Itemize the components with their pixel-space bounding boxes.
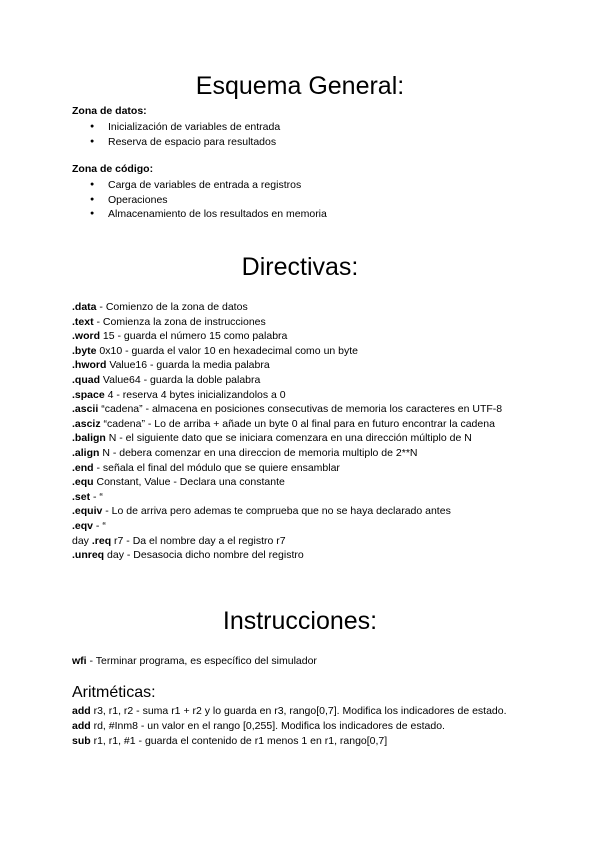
list-item: ● Operaciones xyxy=(90,193,327,208)
directive-line: day .req r7 - Da el nombre day a el registro r7 xyxy=(72,534,286,547)
zona-codigo-label: Zona de código: xyxy=(72,163,154,175)
directive-keyword: .end xyxy=(72,461,94,474)
directive-keyword: .equiv xyxy=(72,505,103,518)
directive-line: .align N - debera comenzar en una direccion de memoria multiplo de 2**N xyxy=(72,446,418,459)
directive-line: .equ Constant, Value - Declara una constante xyxy=(72,476,285,489)
directive-keyword: .asciz xyxy=(72,417,101,430)
esquema-general-heading: Esquema General: xyxy=(195,72,405,100)
directive-keyword: .eqv xyxy=(72,519,94,532)
directive-line: .balign N - el siguiente dato que se iniciara comenzara en una dirección múltiplo de N xyxy=(72,432,472,445)
directivas-list xyxy=(72,300,552,563)
directive-line: .end - señala el final del módulo que se quiere ensamblar xyxy=(72,461,340,474)
directive-line: .asciz “cadena” - Lo de arriba + añade un byte 0 al final para en futuro encontrar la cadena xyxy=(72,417,495,430)
instruction-keyword: wfi xyxy=(72,655,87,667)
directive-line: .ascii “cadena” - almacena en posiciones consecutivas de memoria los caracteres en UTF-8 xyxy=(72,403,503,416)
wfi-line: wfi - Terminar programa, es específico del simulador xyxy=(72,655,317,667)
directive-line: .unreq day - Desasocia dicho nombre del registro xyxy=(72,549,304,562)
instruction-line: add rd, #Inm8 - un valor en el rango [0,255]. Modifica los indicadores de estado. xyxy=(72,720,445,732)
instruction-keyword: add xyxy=(72,720,91,732)
zona-datos-label: Zona de datos: xyxy=(72,105,147,117)
directive-keyword: .byte xyxy=(72,344,97,357)
directive-keyword: .space xyxy=(72,388,105,401)
directive-line: .text - Comienza la zona de instrucciones xyxy=(72,315,266,328)
directive-keyword: .align xyxy=(72,446,100,459)
directive-keyword: .ascii xyxy=(72,403,99,416)
aritmeticas-heading: Aritméticas: xyxy=(72,684,156,701)
zona-datos-list xyxy=(90,120,280,149)
instruction-keyword: sub xyxy=(72,735,91,747)
directive-line: .byte 0x10 - guarda el valor 10 en hexadecimal como un byte xyxy=(72,344,359,357)
directive-keyword: .word xyxy=(72,330,100,343)
directive-keyword: .set xyxy=(72,490,91,503)
directive-keyword: .balign xyxy=(72,432,106,445)
directive-keyword: .text xyxy=(72,315,94,328)
list-item: ● Carga de variables de entrada a registros xyxy=(90,178,327,193)
instruction-line: sub r1, r1, #1 - guarda el contenido de r1 menos 1 en r1, rango[0,7] xyxy=(72,735,388,747)
directive-keyword: .req xyxy=(91,534,112,547)
list-item: ● Inicialización de variables de entrada xyxy=(90,120,280,135)
aritmeticas-list xyxy=(72,704,512,749)
list-item: ● Almacenamiento de los resultados en memoria xyxy=(90,207,327,222)
instruction-keyword: add xyxy=(72,705,91,717)
directive-line: .eqv - “ xyxy=(72,519,106,532)
instrucciones-heading: Instrucciones: xyxy=(222,607,378,635)
list-item: ● Reserva de espacio para resultados xyxy=(90,135,280,150)
directive-line: .set - “ xyxy=(72,490,103,503)
directive-keyword: .hword xyxy=(72,359,107,372)
directive-keyword: .unreq xyxy=(72,549,105,562)
directive-keyword: .quad xyxy=(72,373,100,386)
directive-line: .quad Value64 - guarda la doble palabra xyxy=(72,373,261,386)
zona-codigo-list xyxy=(90,178,327,222)
directive-line: .data - Comienzo de la zona de datos xyxy=(72,301,248,313)
directive-line: .hword Value16 - guarda la media palabra xyxy=(72,359,270,372)
directive-keyword: .data xyxy=(72,301,97,313)
directive-line: .equiv - Lo de arriva pero ademas te comprueba que no se haya declarado antes xyxy=(72,505,451,518)
directive-line: .space 4 - reserva 4 bytes inicializandolos a 0 xyxy=(72,388,286,401)
directive-keyword: .equ xyxy=(72,476,94,489)
instruction-line: add r3, r1, r2 - suma r1 + r2 y lo guarda en r3, rango[0,7]. Modifica los indicadores de estado. xyxy=(72,705,507,717)
directive-line: .word 15 - guarda el número 15 como palabra xyxy=(72,330,288,343)
directivas-heading: Directivas: xyxy=(241,253,359,281)
